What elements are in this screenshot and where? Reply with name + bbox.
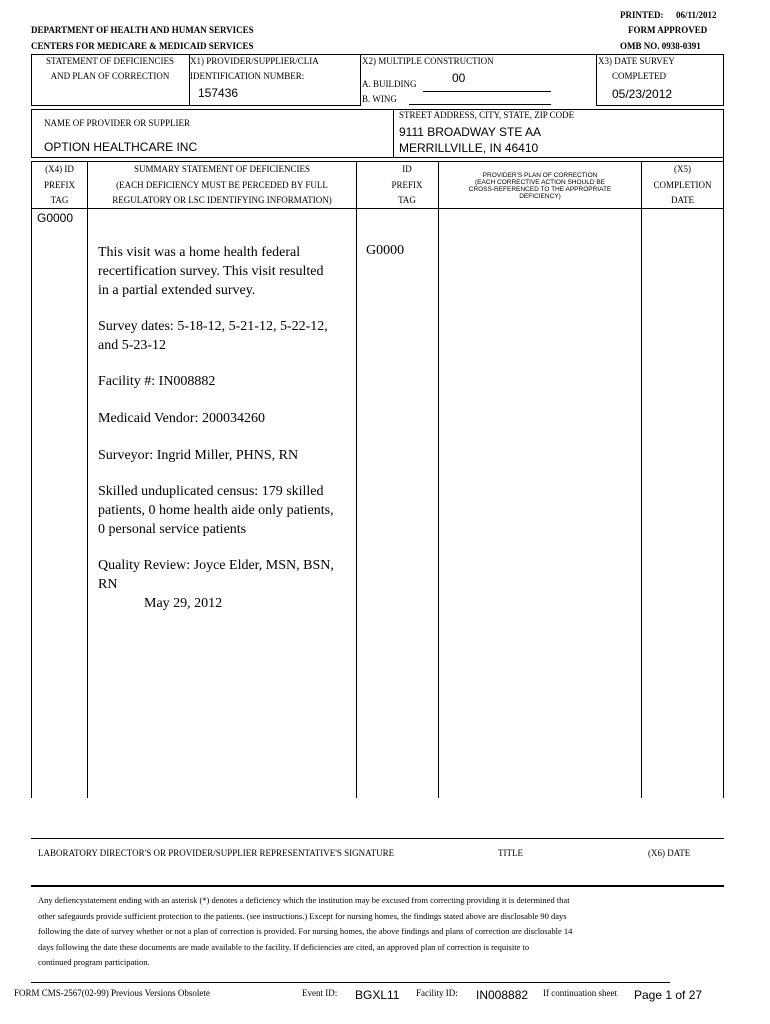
wing-label: B. WING	[362, 94, 397, 104]
signature-label: LABORATORY DIRECTOR'S OR PROVIDER/SUPPLIER REPRESENTATIVE'S SIGNATURE	[38, 848, 395, 858]
x4-id-header: (X4) ID	[45, 164, 74, 174]
x5-header: (X5)	[674, 164, 691, 174]
census-paragraph: Skilled unduplicated census: 179 skilled patients, 0 home health aide only patients, 0 personal service patients	[98, 484, 334, 537]
summary-subheader-2: REGULATORY OR LSC IDENTIFYING INFORMATION)	[112, 195, 332, 205]
building-label: A. BUILDING	[362, 79, 417, 89]
date-header: DATE	[671, 195, 694, 205]
completion-header: COMPLETION	[653, 180, 712, 190]
quality-review-paragraph: Quality Review: Joyce Elder, MSN, BSN, RN May 29, 2012	[98, 558, 334, 611]
facility-id-label: Facility ID:	[416, 988, 458, 998]
event-id-label: Event ID:	[302, 988, 338, 998]
summary-subheader-1: (EACH DEFICIENCY MUST BE PERCEDED BY FULL	[116, 180, 328, 190]
x1-label: X1) PROVIDER/SUPPLIER/CLIA	[190, 56, 319, 66]
printed-label: PRINTED:	[620, 10, 664, 20]
plan-subheader-3: DEFICIENCY)	[519, 193, 561, 200]
id-prefix-header: PREFIX	[391, 180, 423, 190]
address-label: STREET ADDRESS, CITY, STATE, ZIP CODE	[399, 110, 575, 120]
x3-label: X3) DATE SURVEY	[598, 56, 675, 66]
plan-subheader-2: CROSS-REFERENCED TO THE APPROPRIATE	[468, 186, 612, 193]
x6-date-label: (X6) DATE	[648, 848, 691, 858]
prefix-tag-left: G0000	[37, 211, 74, 225]
prefix-tag-right: G0000	[366, 243, 405, 258]
plan-header: PROVIDER'S PLAN OF CORRECTION	[482, 172, 598, 179]
plan-of-correction-label: AND PLAN OF CORRECTION	[50, 71, 170, 81]
department-title: DEPARTMENT OF HEALTH AND HUMAN SERVICES	[31, 25, 254, 35]
form-approved: FORM APPROVED	[628, 25, 708, 35]
x4-tag-header: TAG	[50, 195, 69, 205]
event-id-value: BGXL11	[355, 988, 400, 1002]
provider-name-label: NAME OF PROVIDER OR SUPPLIER	[44, 118, 191, 128]
address-line2: MERRILLVILLE, IN 46410	[399, 141, 539, 155]
provider-name-value: OPTION HEALTHCARE INC	[44, 140, 198, 154]
form-number: FORM CMS-2567(02-99) Previous Versions Obsolete	[14, 988, 210, 998]
facility-number: Facility #: IN008882	[98, 374, 216, 389]
summary-header: SUMMARY STATEMENT OF DEFICIENCIES	[133, 164, 311, 174]
medicaid-vendor: Medicaid Vendor: 200034260	[98, 411, 265, 426]
facility-id-value: IN008882	[476, 988, 529, 1002]
continuation-label: If continuation sheet	[543, 988, 617, 998]
id-tag-header: TAG	[398, 195, 416, 205]
x3-completed-label: COMPLETED	[612, 71, 666, 81]
address-line1: 9111 BROADWAY STE AA	[399, 125, 542, 139]
omb-number: OMB NO. 0938-0391	[620, 41, 701, 51]
construction-value: 00	[452, 71, 466, 85]
x2-label: X2) MULTIPLE CONSTRUCTION	[362, 56, 494, 66]
x1-id-label: IDENTIFICATION NUMBER:	[190, 71, 305, 81]
surveyor: Surveyor: Ingrid Miller, PHNS, RN	[98, 448, 299, 463]
printed-date: 06/11/2012	[676, 10, 717, 20]
plan-subheader-1: (EACH CORRECTIVE ACTION SHOULD BE	[474, 179, 606, 186]
id-header: ID	[402, 164, 412, 174]
disclaimer: Any defiencystatement ending with an asterisk (*) denotes a deficiency which the institution may be excused from correcting providing it is determined that other safegaurds provide sufficient protection to the patients. (see instructions.) Except for nursing homes, the findings stated above are disclosable 90 days following the date of survey whether or not a plan of correction is provided. For nursing homes, the above findings and plans of correction are disclosable 14 days following the date these documents are made available to the facility. If deficiencies are cited, an approved plan of correction is requisite to continued program participation.	[38, 895, 573, 967]
title-label: TITLE	[498, 848, 523, 858]
provider-id-value: 157436	[198, 86, 239, 100]
summary-paragraph-1: This visit was a home health federal recertification survey. This visit resulted in a partial extended survey.	[98, 245, 324, 298]
x4-prefix-header: PREFIX	[43, 180, 75, 190]
page-number: Page 1 of 27	[634, 988, 703, 1002]
centers-title: CENTERS FOR MEDICARE & MEDICAID SERVICES	[31, 41, 254, 51]
survey-date-value: 05/23/2012	[612, 87, 673, 101]
statement-label: STATEMENT OF DEFICIENCIES	[45, 56, 175, 66]
survey-dates-paragraph: Survey dates: 5-18-12, 5-21-12, 5-22-12, and 5-23-12	[98, 319, 328, 353]
